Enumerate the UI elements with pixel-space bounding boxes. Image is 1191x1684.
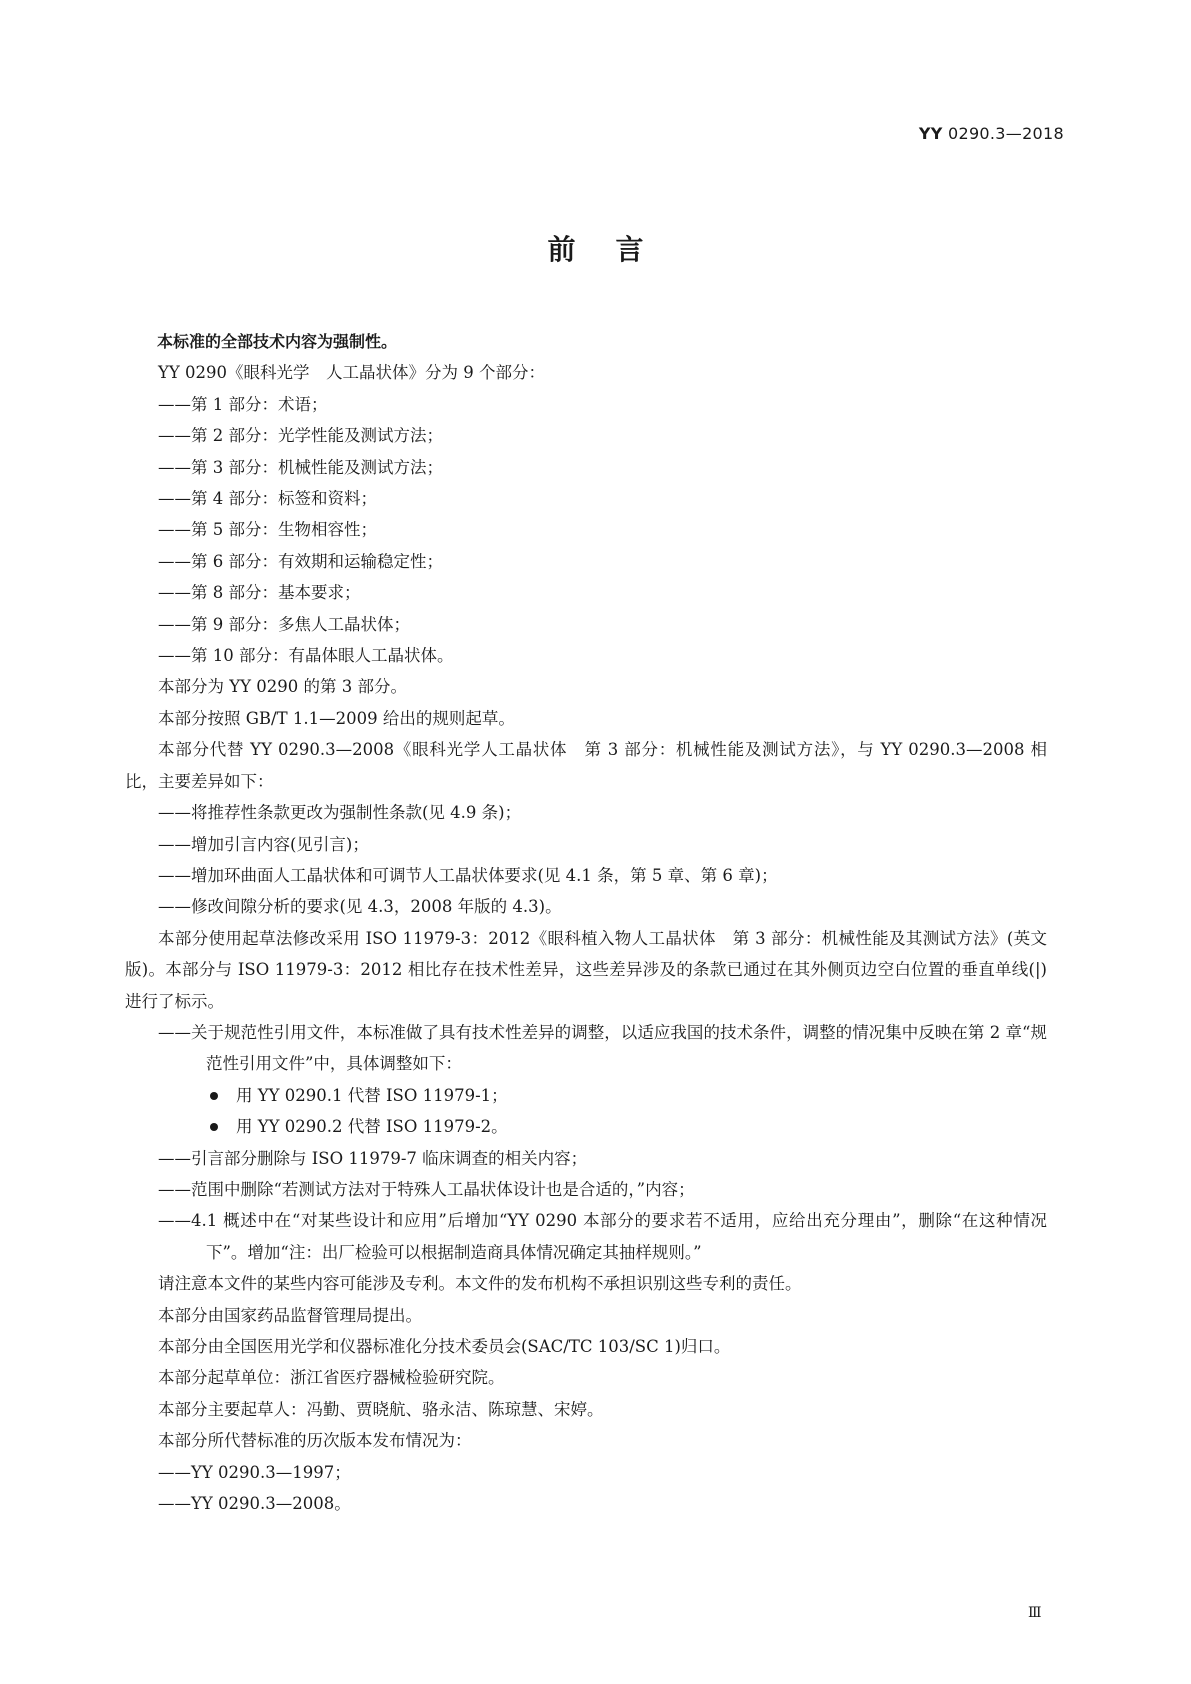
foreword-body <box>125 326 1047 1519</box>
standard-code-number: 0290.3—2018 <box>942 124 1064 143</box>
difference-item: ——范围中删除“若测试方法对于特殊人工晶状体设计也是合适的，”内容； <box>158 1179 695 1199</box>
difference-item: ——引言部分删除与 ISO 11979-7 临床调查的相关内容； <box>158 1148 588 1168</box>
paragraph-history-intro: 本部分所代替标准的历次版本发布情况为： <box>158 1431 472 1451</box>
paragraph-iso-adoption: 本部分使用起草法修改采用 ISO 11979-3：2012《眼科植入物人工晶状体 第 3 部分：机械性能及其测试方法》(英文版)。本部分与 ISO 11979-3：2012 相比存在技术性差异，这些差异涉及的条款已通过在其外侧页边空白位置的垂直单线(|)进行了标示。 <box>125 928 1047 1011</box>
change-item: ——将推荐性条款更改为强制性条款(见 4.9 条)； <box>158 803 522 823</box>
page-title: 前言 <box>547 233 684 266</box>
paragraph-replaces: 本部分代替 YY 0290.3—2008《眼科光学人工晶状体 第 3 部分：机械性能及测试方法》，与 YY 0290.3—2008 相比，主要差异如下： <box>125 740 1047 791</box>
list-item: ——第 8 部分：基本要求； <box>158 583 361 603</box>
list-item: ——第 1 部分：术语； <box>158 394 328 414</box>
bullet-item <box>125 1111 1047 1142</box>
paragraph-drafting-rules: 本部分按照 GB/T 1.1—2009 给出的规则起草。 <box>158 708 515 728</box>
difference-item: ——4.1 概述中在“对某些设计和应用”后增加“YY 0290 本部分的要求若不适用，应给出充分理由”，删除“在这种情况下”。增加“注：出厂检验可以根据制造商具体情况确定其抽样规则。” <box>158 1211 1047 1262</box>
change-item: ——增加环曲面人工晶状体和可调节人工晶状体要求(见 4.1 条，第 5 章、第 6 章)； <box>158 865 778 885</box>
paragraph-parts-intro: YY 0290《眼科光学 人工晶状体》分为 9 个部分： <box>158 363 546 383</box>
bullet-text: 用 YY 0290.2 代替 ISO 11979-2。 <box>236 1117 508 1137</box>
list-item: ——第 4 部分：标签和资料； <box>158 489 377 509</box>
paragraph-proposer: 本部分由国家药品监督管理局提出。 <box>158 1305 422 1325</box>
paragraph-drafters: 本部分主要起草人：冯勤、贾晓航、骆永洁、陈琼慧、宋婷。 <box>158 1399 604 1419</box>
history-item: ——YY 0290.3—1997； <box>158 1462 351 1482</box>
change-item: ——修改间隙分析的要求(见 4.3，2008 年版的 4.3)。 <box>158 897 562 917</box>
bullet-text: 用 YY 0290.1 代替 ISO 11979-1； <box>236 1085 508 1105</box>
bullet-dot <box>210 1092 218 1100</box>
change-item: ——增加引言内容(见引言)； <box>158 834 369 854</box>
standard-code <box>919 124 1064 143</box>
standard-code-prefix: YY <box>918 124 943 143</box>
paragraph-committee: 本部分由全国医用光学和仪器标准化分技术委员会(SAC/TC 103/SC 1)归口。 <box>158 1337 731 1356</box>
mandatory-statement: 本标准的全部技术内容为强制性。 <box>157 332 398 351</box>
paragraph-patent-notice: 请注意本文件的某些内容可能涉及专利。本文件的发布机构不承担识别这些专利的责任。 <box>158 1274 802 1294</box>
list-item: ——第 3 部分：机械性能及测试方法； <box>158 457 443 477</box>
list-item: ——第 6 部分：有效期和运输稳定性； <box>158 551 443 571</box>
list-item: ——第 10 部分：有晶体眼人工晶状体。 <box>158 646 454 666</box>
paragraph-part-number: 本部分为 YY 0290 的第 3 部分。 <box>158 677 407 697</box>
bullet-item <box>125 1080 1047 1111</box>
paragraph-drafting-unit: 本部分起草单位：浙江省医疗器械检验研究院。 <box>158 1368 505 1388</box>
page-number: Ⅲ <box>1028 1605 1043 1621</box>
list-item: ——第 9 部分：多焦人工晶状体； <box>158 614 410 634</box>
difference-item: ——关于规范性引用文件，本标准做了具有技术性差异的调整，以适应我国的技术条件，调整的情况集中反映在第 2 章“规范性引用文件”中，具体调整如下： <box>158 1022 1047 1074</box>
history-item: ——YY 0290.3—2008。 <box>158 1494 351 1514</box>
list-item: ——第 5 部分：生物相容性； <box>158 520 377 540</box>
list-item: ——第 2 部分：光学性能及测试方法； <box>158 426 443 446</box>
bullet-dot <box>210 1123 218 1131</box>
